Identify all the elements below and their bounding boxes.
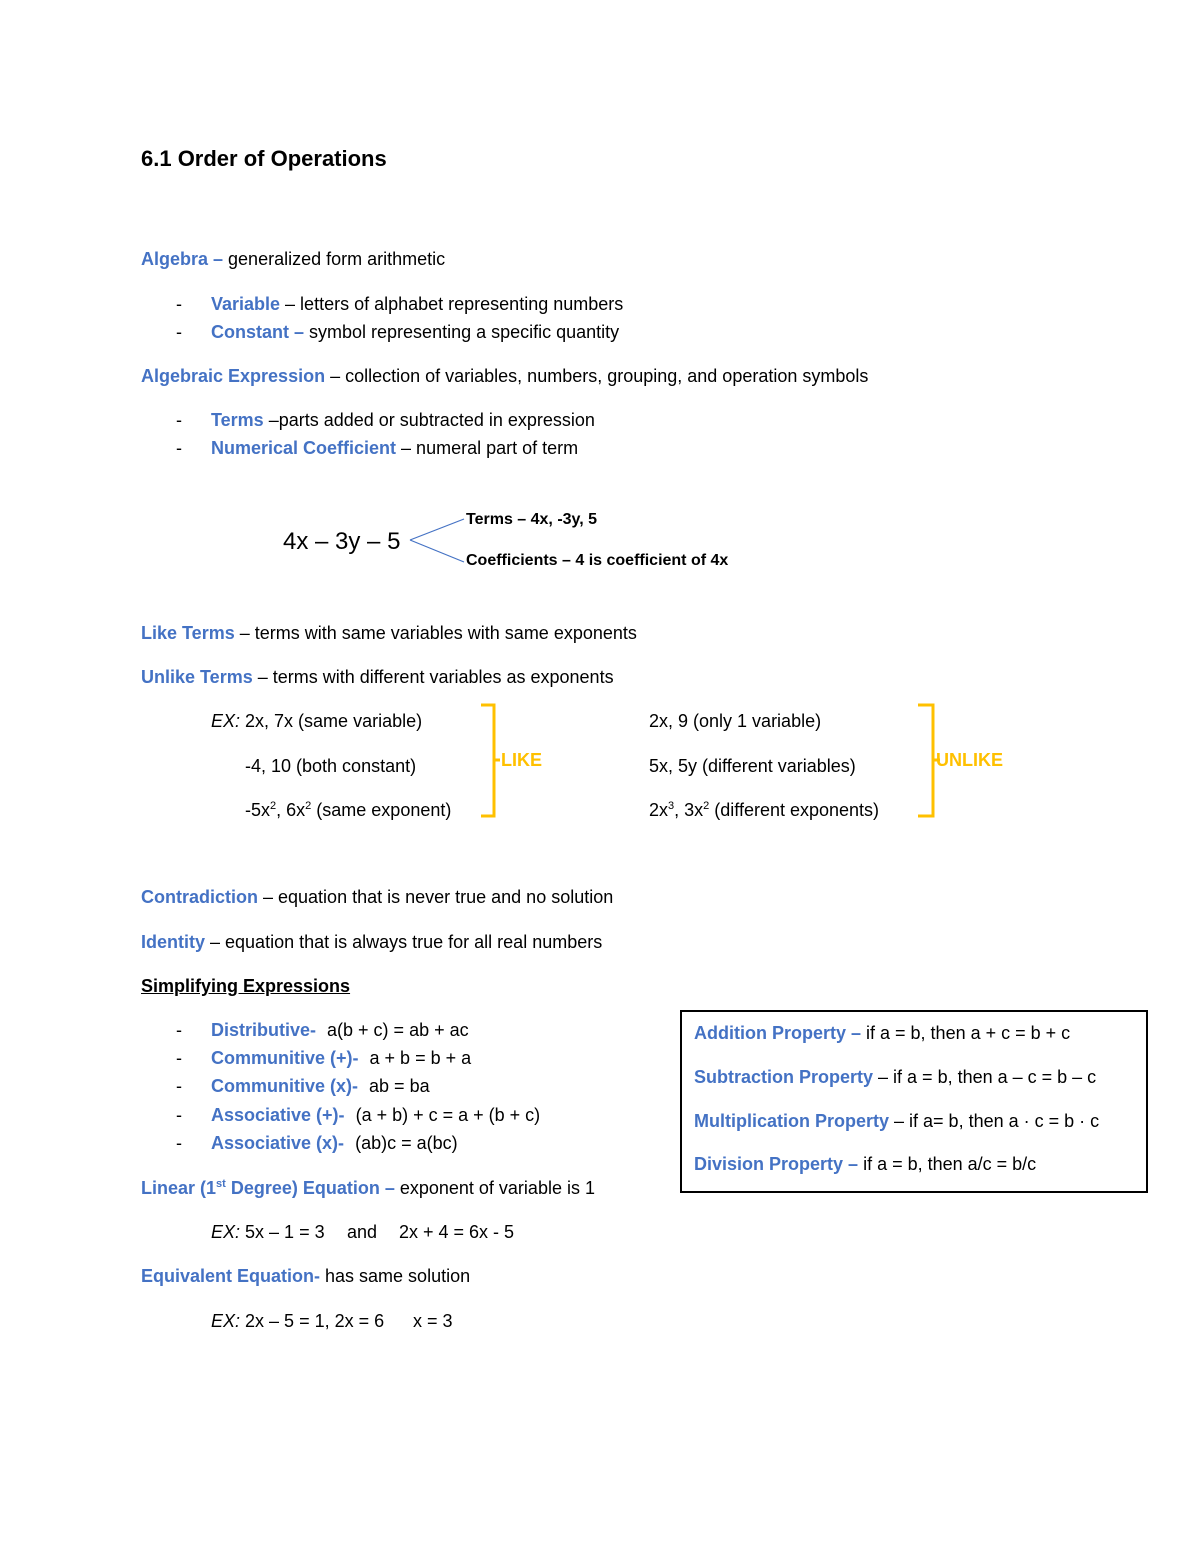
def-term: Linear (1st Degree) Equation – (141, 1178, 395, 1198)
bullet-dash: - (176, 294, 182, 314)
diagram-terms-label: Terms – 4x, -3y, 5 (466, 511, 598, 528)
def-text: generalized form arithmetic (223, 249, 446, 269)
property-division (694, 1155, 1036, 1173)
property-text: – if a = b, then a – c = b – c (873, 1067, 1097, 1087)
property-multiplication (694, 1112, 1099, 1130)
property-term: Subtraction Property (694, 1067, 874, 1087)
bullet-dash: - (176, 1048, 182, 1068)
def-term: Variable (211, 294, 281, 314)
def-text: – numeral part of term (396, 438, 579, 458)
ex-label: EX: (211, 711, 241, 731)
def-linear-equation (141, 1179, 595, 1197)
def-identity (141, 933, 602, 951)
def-term: Constant – (211, 322, 305, 342)
bullet-dash: - (176, 1076, 182, 1096)
equivalent-example: EX: 2x – 5 = 1, 2x = 6 (211, 1311, 385, 1331)
def-text: – terms with same variables with same exponents (234, 623, 637, 643)
def-term: Numerical Coefficient (211, 438, 397, 458)
def-term: Identity (141, 932, 206, 952)
simplify-item (211, 1134, 458, 1152)
bullet-dash: - (176, 1105, 182, 1125)
property-subtraction (694, 1068, 1096, 1086)
linear-example: EX: 5x – 1 = 3 (211, 1222, 325, 1242)
simplify-item (211, 1106, 540, 1124)
def-term: Unlike Terms (141, 667, 253, 687)
simplify-term: Communitive (x)- (211, 1076, 359, 1096)
like-label: LIKE (501, 750, 543, 770)
simplifying-heading: Simplifying Expressions (141, 976, 351, 996)
simplify-term: Communitive (+)- (211, 1048, 359, 1068)
def-text: – equation that is never true and no solution (258, 887, 614, 907)
diagram-coefficients-label: Coefficients – 4 is coefficient of 4x (466, 552, 729, 569)
simplify-term: Associative (+)- (211, 1105, 345, 1125)
bullet-dash: - (176, 322, 182, 342)
simplify-item (211, 1049, 471, 1067)
unlike-example-2: 5x, 5y (different variables) (649, 756, 856, 776)
simplify-item (211, 1021, 469, 1039)
def-term: Algebra – (141, 249, 224, 269)
simplify-formula: a(b + c) = ab + ac (327, 1020, 469, 1040)
property-term: Multiplication Property (694, 1111, 890, 1131)
unlike-example-3: $2x^3$, $3x^2$ (different exponents) (649, 800, 880, 820)
def-text: – collection of variables, numbers, grouping, and operation symbols (325, 366, 869, 386)
diagram-expression: 4x – 3y – 5 (283, 528, 401, 555)
page-title: 6.1 Order of Operations (141, 146, 387, 171)
def-term: Algebraic Expression (141, 366, 326, 386)
property-term: Division Property – (694, 1154, 859, 1174)
property-text: – if a= b, then a · c = b · c (889, 1111, 1100, 1131)
def-text: symbol representing a specific quantity (304, 322, 620, 342)
ex-label: EX: (211, 1311, 241, 1331)
simplify-term: Distributive- (211, 1020, 317, 1040)
def-text: –parts added or subtracted in expression (263, 410, 595, 430)
property-text: if a = b, then a/c = b/c (858, 1154, 1037, 1174)
unlike-example-1: 2x, 9 (only 1 variable) (649, 711, 822, 731)
bullet-dash: - (176, 1133, 182, 1153)
property-text: if a = b, then a + c = b + c (861, 1023, 1071, 1043)
property-addition (694, 1024, 1070, 1042)
bullet-dash: - (176, 410, 182, 430)
def-text: – letters of alphabet representing numbers (280, 294, 624, 314)
def-contradiction (141, 888, 613, 906)
simplify-term: Associative (x)- (211, 1133, 345, 1153)
bullet-dash: - (176, 1020, 182, 1040)
bullet-dash: - (176, 438, 182, 458)
def-equivalent-equation (141, 1267, 470, 1285)
simplify-item (211, 1077, 430, 1095)
example-text: 2x, 7x (same variable) (245, 711, 423, 731)
def-text: – terms with different variables as exponents (252, 667, 614, 687)
def-term: Contradiction (141, 887, 258, 907)
ex-label: EX: (211, 1222, 241, 1242)
simplify-formula: ab = ba (369, 1076, 430, 1096)
def-text: has same solution (320, 1266, 471, 1286)
def-term: Terms (211, 410, 264, 430)
property-term: Addition Property – (694, 1023, 862, 1043)
simplify-formula: (a + b) + c = a + (b + c) (355, 1105, 541, 1125)
linear-example-and: and (347, 1222, 378, 1242)
def-term: Equivalent Equation- (141, 1266, 321, 1286)
like-example-2: -4, 10 (both constant) (245, 756, 417, 776)
unlike-label: UNLIKE (936, 750, 1003, 770)
simplify-formula: (ab)c = a(bc) (355, 1133, 458, 1153)
like-example-3: $-5x^2$, $6x^2$ (same exponent) (245, 800, 452, 820)
simplify-formula: a + b = b + a (369, 1048, 472, 1068)
equivalent-example-2: x = 3 (413, 1311, 453, 1331)
linear-example-2: 2x + 4 = 6x - 5 (399, 1222, 515, 1242)
def-text: – equation that is always true for all real numbers (205, 932, 603, 952)
def-text: exponent of variable is 1 (394, 1178, 595, 1198)
def-term: Like Terms (141, 623, 235, 643)
